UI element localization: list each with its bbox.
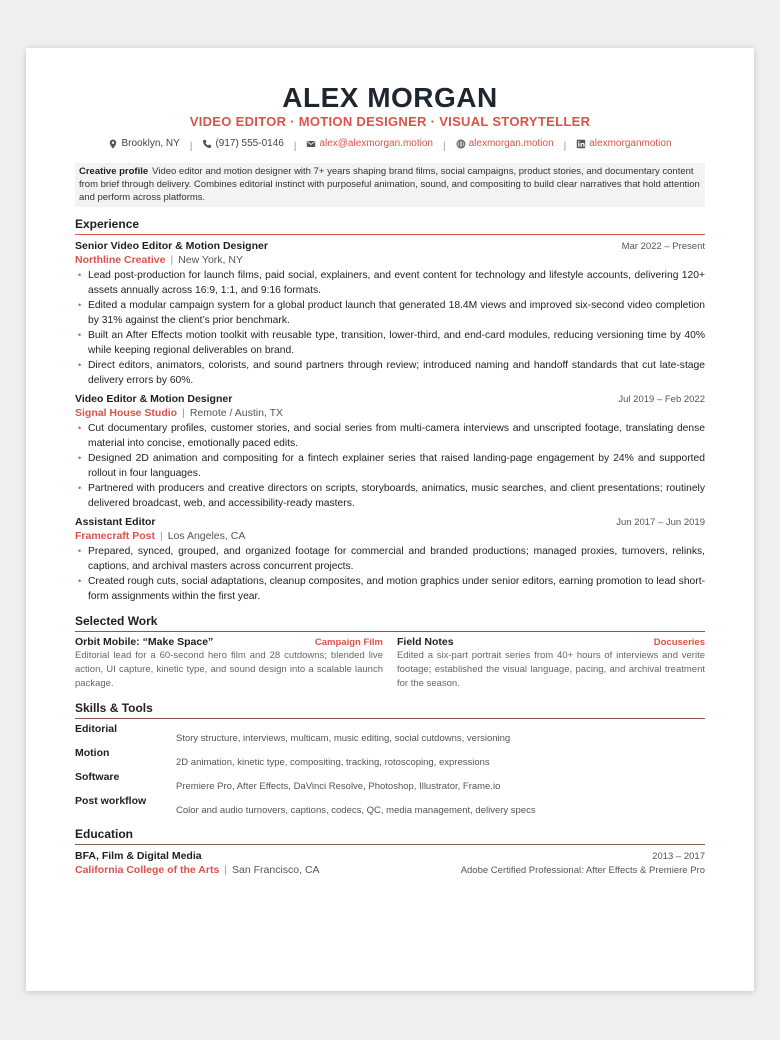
job-bullet: • Built an After Effects motion toolkit with reusable type, transition, lower-third, and end-card modules, reducing versioning time by 40% while keeping regional deliverables on brand. bbox=[75, 328, 705, 358]
job-bullets bbox=[75, 421, 705, 511]
skill-name: Software bbox=[75, 771, 120, 783]
education-heading: Education bbox=[75, 827, 705, 845]
contact-email[interactable] bbox=[306, 137, 433, 151]
job-bullet: • Prepared, synced, grouped, and organized footage for commercial and branded productions; managed proxies, turnovers, relinks, captions, and archival masters across concurrent projects. bbox=[75, 544, 705, 574]
work-item bbox=[397, 636, 705, 691]
job-company: Northline Creative bbox=[75, 254, 166, 266]
job-bullet: • Direct editors, animators, colorists, and sound partners through review; introduced naming and handoff standards that cut late-stage delivery errors by 60%. bbox=[75, 358, 705, 388]
contact-email-link[interactable]: alex@alexmorgan.motion bbox=[319, 138, 433, 149]
school-name: California College of the Arts bbox=[75, 864, 220, 876]
work-description: Editorial lead for a 60-second hero film and 28 cutdowns; blended live action, UI capture, kinetic type, and sound design into a scalable launch package. bbox=[75, 650, 383, 689]
job-role: Video Editor & Motion Designer bbox=[75, 393, 233, 405]
resume-content bbox=[75, 82, 705, 877]
certification: Adobe Certified Professional: After Effects & Premiere Pro bbox=[460, 865, 705, 876]
job-entry: Senior Video Editor & Motion Designer Mar 2022 – Present Northline Creative | New York, NY • Lead post-production for launch films, paid social, explainers, and event content for technology and lifestyle accounts, delivering 120+ assets annually across 16:9, 1:1, and 9:16 formats. • Edited a modular campaign system for a global product launch that generated 18.4M views and improved six-second video completion by 31% against the client’s prior benchmark. • Built an After Effects motion toolkit with reusable type, transition, lower-third, and end-card modules, reducing versioning time by 40% while keeping regional deliverables on brand. • Direct editors, animators, colorists, and sound partners through review; introduced naming and handoff standards that cut late-stage delivery errors by 60%. bbox=[75, 239, 705, 388]
job-location: Remote / Austin, TX bbox=[189, 407, 284, 419]
work-title: Field Notes bbox=[397, 636, 454, 648]
envelope-icon bbox=[306, 139, 316, 149]
skill-value: 2D animation, kinetic type, compositing, tracking, rotoscoping, expressions bbox=[176, 757, 490, 768]
profile-label: Creative profile bbox=[79, 166, 149, 177]
contact-bar: Brooklyn, NY | (917) 555-0146 | alex@alexmorgan.motion | alexmorgan.motion | alexmorganmotion bbox=[75, 137, 705, 154]
globe-icon bbox=[456, 139, 466, 149]
job-entry: Video Editor & Motion Designer Jul 2019 – Feb 2022 Signal House Studio | Remote / Austin, TX • Cut documentary profiles, customer stories, and social series from multi-camera interviews and unscripted footage, translating dense material into concise, emotionally paced edits. • Designed 2D animation and compositing for a fintech explainer series that raised landing-page engagement by 24% and supported rollout in four languages. • Partnered with producers and creative directors on scripts, storyboards, animatics, music searches, and client presentations; routinely delivered broadcast, web, and accessibility-ready masters. bbox=[75, 392, 705, 511]
job-bullet: • Partnered with producers and creative directors on scripts, storyboards, animatics, music searches, and client presentations; routinely delivered broadcast, web, and accessibility-ready masters. bbox=[75, 481, 705, 511]
work-item bbox=[75, 636, 383, 691]
candidate-name: ALEX MORGAN bbox=[282, 82, 498, 113]
selected-work-heading: Selected Work bbox=[75, 614, 705, 632]
skills-heading: Skills & Tools bbox=[75, 701, 705, 719]
skill-name: Editorial bbox=[75, 723, 118, 735]
job-location: New York, NY bbox=[178, 254, 243, 266]
contact-website-link[interactable]: alexmorgan.motion bbox=[468, 138, 554, 149]
job-dates: Mar 2022 – Present bbox=[621, 241, 705, 252]
skill-row bbox=[75, 719, 705, 743]
skill-name: Post workflow bbox=[75, 795, 147, 807]
education-dates: 2013 – 2017 bbox=[652, 851, 705, 862]
skill-row bbox=[75, 791, 705, 815]
contact-linkedin-link[interactable]: alexmorganmotion bbox=[589, 138, 672, 149]
contact-location-text: Brooklyn, NY bbox=[121, 138, 180, 149]
work-title: Orbit Mobile: “Make Space” bbox=[75, 636, 214, 648]
contact-phone-text: (917) 555-0146 bbox=[215, 138, 284, 149]
job-bullet: • Created rough cuts, social adaptations, cleanup composites, and motion graphics under senior editors, earning promotion to lead short-form assignments within the first year. bbox=[75, 574, 705, 604]
linkedin-icon bbox=[576, 139, 586, 149]
map-pin-icon bbox=[108, 139, 118, 149]
contact-phone bbox=[202, 137, 283, 151]
job-role: Senior Video Editor & Motion Designer bbox=[75, 240, 268, 252]
degree: BFA, Film & Digital Media bbox=[75, 850, 202, 862]
resume-page bbox=[26, 48, 754, 991]
job-location: Los Angeles, CA bbox=[167, 530, 246, 542]
contact-linkedin[interactable] bbox=[576, 137, 671, 151]
skill-value: Color and audio turnovers, captions, codecs, QC, media management, delivery specs bbox=[176, 805, 536, 816]
job-bullets bbox=[75, 268, 705, 388]
job-entry: Assistant Editor Jun 2017 – Jun 2019 Framecraft Post | Los Angeles, CA • Prepared, synced, grouped, and organized footage for commercial and branded productions; managed proxies, turnovers, relinks, captions, and archival masters across concurrent projects. • Created rough cuts, social adaptations, cleanup composites, and motion graphics under senior editors, earning promotion to lead short-form assignments within the first year. bbox=[75, 515, 705, 604]
work-tag: Docuseries bbox=[653, 637, 705, 648]
job-dates: Jun 2017 – Jun 2019 bbox=[616, 517, 705, 528]
skill-row bbox=[75, 743, 705, 767]
job-bullets bbox=[75, 544, 705, 604]
school-location: San Francisco, CA bbox=[232, 864, 320, 876]
skills-list bbox=[75, 719, 705, 815]
skill-name: Motion bbox=[75, 747, 110, 759]
work-description: Edited a six-part portrait series from 40+ hours of interviews and verite footage; established the visual language, pacing, and archival treatment for the season. bbox=[397, 650, 705, 689]
job-bullet: • Lead post-production for launch films, paid social, explainers, and event content for technology and lifestyle accounts, delivering 120+ assets annually across 16:9, 1:1, and 9:16 formats. bbox=[75, 268, 705, 298]
contact-location bbox=[108, 137, 179, 151]
education-entry: BFA, Film & Digital Media 2013 – 2017 California College of the Arts | San Francisco, CA Adobe Certified Professional: After Effects & Premiere Pro bbox=[75, 850, 705, 876]
skill-value: Premiere Pro, After Effects, DaVinci Resolve, Photoshop, Illustrator, Frame.io bbox=[176, 781, 501, 792]
work-tag: Campaign Film bbox=[314, 637, 383, 648]
candidate-title: VIDEO EDITOR · MOTION DESIGNER · VISUAL STORYTELLER bbox=[189, 114, 591, 129]
phone-icon bbox=[202, 139, 212, 149]
skill-value: Story structure, interviews, multicam, music editing, social cutdowns, versioning bbox=[176, 733, 511, 744]
job-company: Framecraft Post bbox=[75, 530, 155, 542]
job-role: Assistant Editor bbox=[75, 516, 156, 528]
job-bullet: • Edited a modular campaign system for a global product launch that generated 18.4M views and improved six-second video completion by 31% against the client’s prior benchmark. bbox=[75, 298, 705, 328]
profile-summary bbox=[75, 163, 705, 207]
experience-heading: Experience bbox=[75, 217, 705, 235]
job-company: Signal House Studio bbox=[75, 407, 178, 419]
profile-text: Video editor and motion designer with 7+ years shaping brand films, social campaigns, product stories, and documentary content from brief through delivery. Combines editorial instinct with purposeful animation, sound, and compositing to build clear narratives that hold attention and perform across platforms. bbox=[79, 166, 700, 203]
skill-row bbox=[75, 767, 705, 791]
job-bullet: • Designed 2D animation and compositing for a fintech explainer series that raised landing-page engagement by 24% and supported rollout in four languages. bbox=[75, 451, 705, 481]
job-bullet: • Cut documentary profiles, customer stories, and social series from multi-camera interviews and unscripted footage, translating dense material into concise, emotionally paced edits. bbox=[75, 421, 705, 451]
contact-website[interactable] bbox=[456, 137, 554, 151]
job-dates: Jul 2019 – Feb 2022 bbox=[618, 394, 705, 405]
selected-work-grid bbox=[75, 636, 705, 691]
